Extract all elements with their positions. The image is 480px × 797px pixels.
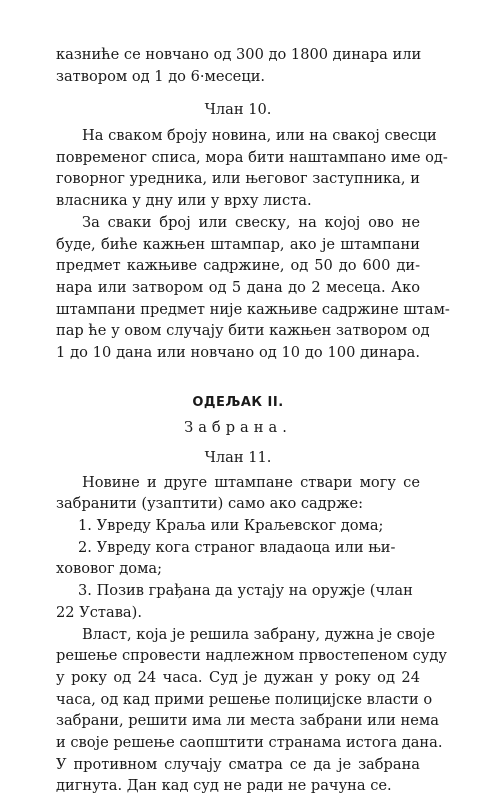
list-item: 2. Увреду кога страног владаоца или њи- [56, 537, 420, 559]
article-10-paragraph-1 [56, 125, 420, 212]
text-line: пар ће у овом случају бити кажњен затвором од [56, 320, 420, 342]
intro-paragraph [56, 44, 420, 87]
text-line: У противном случају сматра се да је забрана [56, 754, 420, 776]
text-line: Новине и друге штампане ствари могу се [56, 472, 420, 494]
document-page [56, 44, 420, 797]
article-10-title: Члан 10. [56, 99, 420, 121]
list-item: 3. Позив грађана да устају на оружје (члан [56, 580, 420, 602]
list-item: 1. Увреду Краља или Краљевског дома; [56, 515, 420, 537]
text-line: Власт, која је решила забрану, дужна је своје [56, 624, 420, 646]
text-line: предмет кажњиве садржине, од 50 до 600 ди- [56, 255, 420, 277]
list-item-continuation: хововог дома; [56, 558, 420, 580]
text-line: у року од 24 часа. Суд је дужан у року од 24 [56, 667, 420, 689]
text-line: дигнута. Дан кад суд не ради не рачуна се. [56, 775, 420, 797]
text-line: часа, од кад прими решење полицијске власти о [56, 689, 420, 711]
article-11-paragraph-2 [56, 624, 420, 797]
text-line: затвором од 1 до 6·месеци. [56, 66, 420, 88]
text-line: буде, биће кажњен штампар, ако је штампани [56, 234, 420, 256]
text-line: За сваки број или свеску, на којој ово не [56, 212, 420, 234]
text-line: решење спровести надлежном првостепеном суду [56, 645, 420, 667]
text-line: 1 до 10 дана или новчано од 10 до 100 динара. [56, 342, 420, 364]
text-line: забрани, решити има ли места забрани или нема [56, 710, 420, 732]
text-line: казниће се новчано од 300 до 1800 динара или [56, 44, 420, 66]
section-subheading: Забрана. [56, 417, 420, 439]
article-11-items [56, 515, 420, 623]
article-10-paragraph-2 [56, 212, 420, 364]
article-11-title: Члан 11. [56, 447, 420, 469]
article-11-paragraph-1 [56, 472, 420, 515]
text-line: штампани предмет није кажњиве садржине штам- [56, 299, 420, 321]
text-line: говорног уредника, или његовог заступника, и [56, 168, 420, 190]
text-line: и своје решење саопштити странама истога дана. [56, 732, 420, 754]
text-line: повременог списа, мора бити наштампано име од- [56, 147, 420, 169]
text-line: На сваком броју новина, или на свакој свесци [56, 125, 420, 147]
section-heading: ОДЕЉАК II. [56, 392, 420, 414]
text-line: власника у дну или у врху листа. [56, 190, 420, 212]
text-line: нара или затвором од 5 дана до 2 месеца. Ако [56, 277, 420, 299]
text-line: забранити (узаптити) само ако садрже: [56, 493, 420, 515]
list-item-continuation: 22 Устава). [56, 602, 420, 624]
